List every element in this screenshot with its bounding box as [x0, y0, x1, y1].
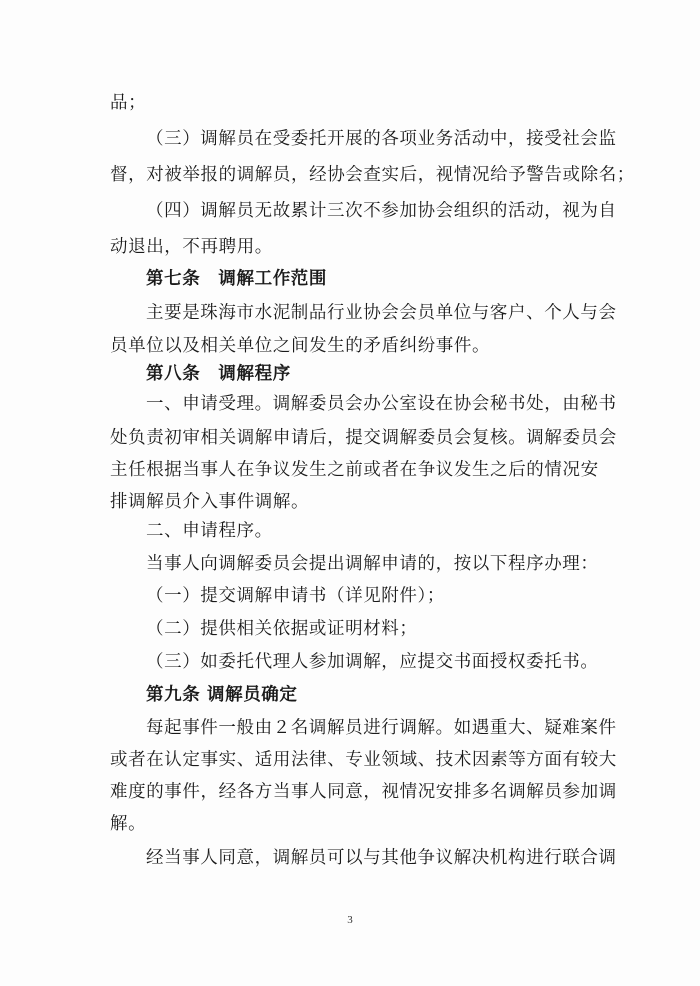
- text-line: 一、申请受理。调解委员会办公室设在协会秘书处，由秘书: [146, 394, 617, 414]
- section-heading: 第七条 调解工作范围: [146, 269, 327, 289]
- text-line: （二）提供相关依据或证明材料；: [146, 619, 418, 639]
- text-line: 动退出，不再聘用。: [110, 237, 273, 257]
- page-number: 3: [347, 914, 353, 926]
- text-line: 员单位以及相关单位之间发生的矛盾纠纷事件。: [110, 336, 491, 356]
- text-line: 当事人向调解委员会提出调解申请的，按以下程序办理：: [146, 554, 599, 574]
- text-line: 主任根据当事人在争议发生之前或者在争议发生之后的情况安: [110, 460, 599, 480]
- text-line: 每起事件一般由２名调解员进行调解。如遇重大、疑难案件: [146, 718, 617, 738]
- text-line: 排调解员介入事件调解。: [110, 492, 310, 512]
- section-heading: 第九条 调解员确定: [146, 685, 298, 705]
- text-line: 二、申请程序。: [146, 521, 273, 541]
- text-line: （四）调解员无故累计三次不参加协会组织的活动，视为自: [146, 201, 617, 221]
- text-line: 难度的事件，经各方当事人同意，视情况安排多名调解员参加调: [110, 782, 617, 802]
- text-line: 主要是珠海市水泥制品行业协会会员单位与客户、个人与会: [146, 303, 617, 323]
- text-line: 品；: [110, 93, 147, 113]
- text-line: 处负责初审相关调解申请后，提交调解委员会复核。调解委员会: [110, 428, 617, 448]
- text-line: 经当事人同意，调解员可以与其他争议解决机构进行联合调: [146, 848, 617, 868]
- section-heading: 第八条 调解程序: [146, 364, 291, 384]
- text-line: 或者在认定事实、适用法律、专业领域、技术因素等方面有较大: [110, 750, 617, 770]
- text-line: 解。: [110, 814, 147, 834]
- text-line: 督，对被举报的调解员，经协会查实后，视情况给予警告或除名；: [110, 165, 635, 185]
- text-line: （三）调解员在受委托开展的各项业务活动中，接受社会监: [146, 129, 617, 149]
- text-line: （三）如委托代理人参加调解，应提交书面授权委托书。: [146, 652, 599, 672]
- text-line: （一）提交调解申请书（详见附件）；: [146, 586, 445, 606]
